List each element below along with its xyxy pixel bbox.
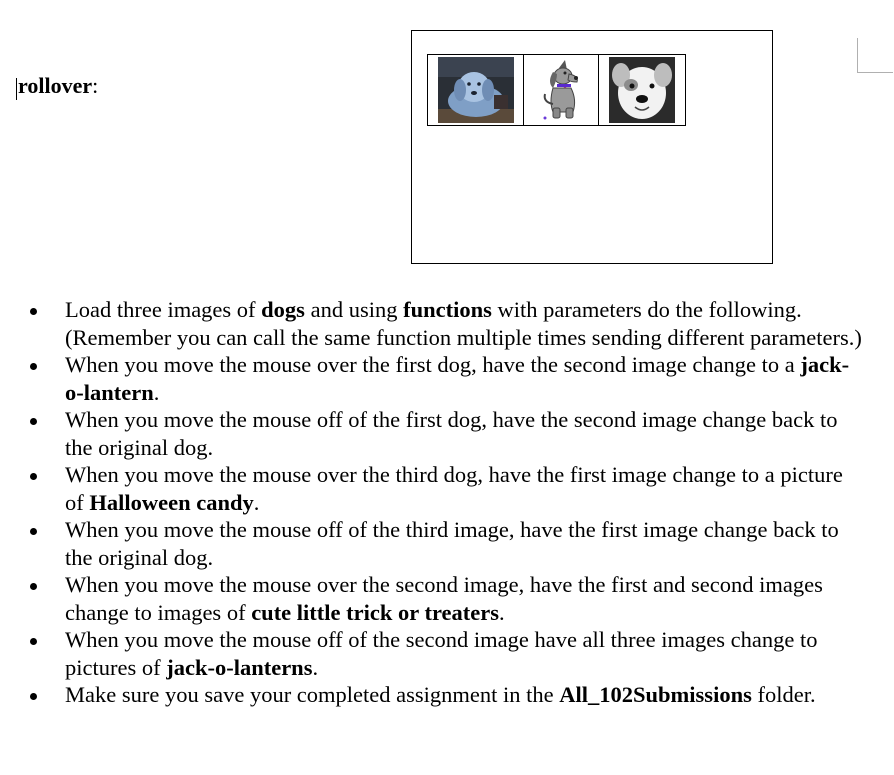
instruction-item <box>0 681 894 709</box>
bullet-dot <box>30 308 37 315</box>
bold-term: jack-o-lantern <box>65 352 850 405</box>
instruction-item <box>0 461 894 516</box>
bullet-dot <box>30 363 37 370</box>
bullet-dot <box>30 583 37 590</box>
instruction-text: Load three images of <box>65 297 262 322</box>
dog-image-1[interactable] <box>428 55 524 125</box>
instruction-item <box>0 351 894 406</box>
text-cursor <box>16 78 17 100</box>
instruction-list <box>0 296 894 709</box>
instruction-text: and using <box>304 297 404 322</box>
dog-image-3[interactable] <box>599 55 685 125</box>
instruction-item <box>0 406 894 461</box>
instruction-text: When you move the mouse over the first dog, have the second image change to a <box>65 352 801 377</box>
instruction-item <box>0 296 894 351</box>
rollover-colon: : <box>92 73 99 98</box>
bold-term: dogs <box>261 297 305 322</box>
dog-cartoon-gray-icon <box>539 58 583 122</box>
bold-term: functions <box>403 297 492 322</box>
instruction-text: When you move the mouse over the third dog, have the first image change to a picture of <box>65 462 843 515</box>
bold-term: jack-o-lanterns <box>166 654 313 680</box>
bold-term: cute little trick or treaters <box>251 599 499 625</box>
dog-photo-white-icon <box>609 57 675 123</box>
instruction-text: When you move the mouse off of the third image, have the first image change back to the original dog. <box>65 517 839 570</box>
instruction-text: . <box>153 379 160 405</box>
dog-photo-blue-icon <box>438 57 514 123</box>
page-corner-mark <box>857 38 893 73</box>
bullet-dot <box>30 693 37 700</box>
instruction-text: When you move the mouse off of the first dog, have the second image change back to the original dog. <box>65 407 838 460</box>
instruction-item <box>0 571 894 626</box>
bold-term: Halloween candy <box>89 489 254 515</box>
rollover-word: rollover <box>18 73 93 98</box>
bullet-dot <box>30 638 37 645</box>
instruction-text: with parameters do the following. (Remember you can call the same function multiple times sending different parameters.) <box>65 297 862 350</box>
instruction-item <box>0 626 894 681</box>
instruction-text: Make sure you save your completed assignment in the <box>65 682 560 707</box>
instruction-text: When you move the mouse over the second image, have the first and second images change to images of <box>65 572 823 625</box>
dog-image-row <box>427 54 686 126</box>
dog-image-2[interactable] <box>524 55 599 125</box>
instruction-text: . <box>253 489 260 515</box>
instruction-text: . <box>312 654 319 680</box>
instruction-item <box>0 516 894 571</box>
instruction-text: folder. <box>751 682 816 707</box>
bullet-dot <box>30 473 37 480</box>
bullet-dot <box>30 418 37 425</box>
rollover-heading <box>18 73 98 99</box>
bullet-dot <box>30 528 37 535</box>
bold-term: All_102Submissions <box>559 682 752 707</box>
instruction-text: . <box>498 599 505 625</box>
instruction-text: When you move the mouse off of the second image have all three images change to pictures of <box>65 627 818 680</box>
